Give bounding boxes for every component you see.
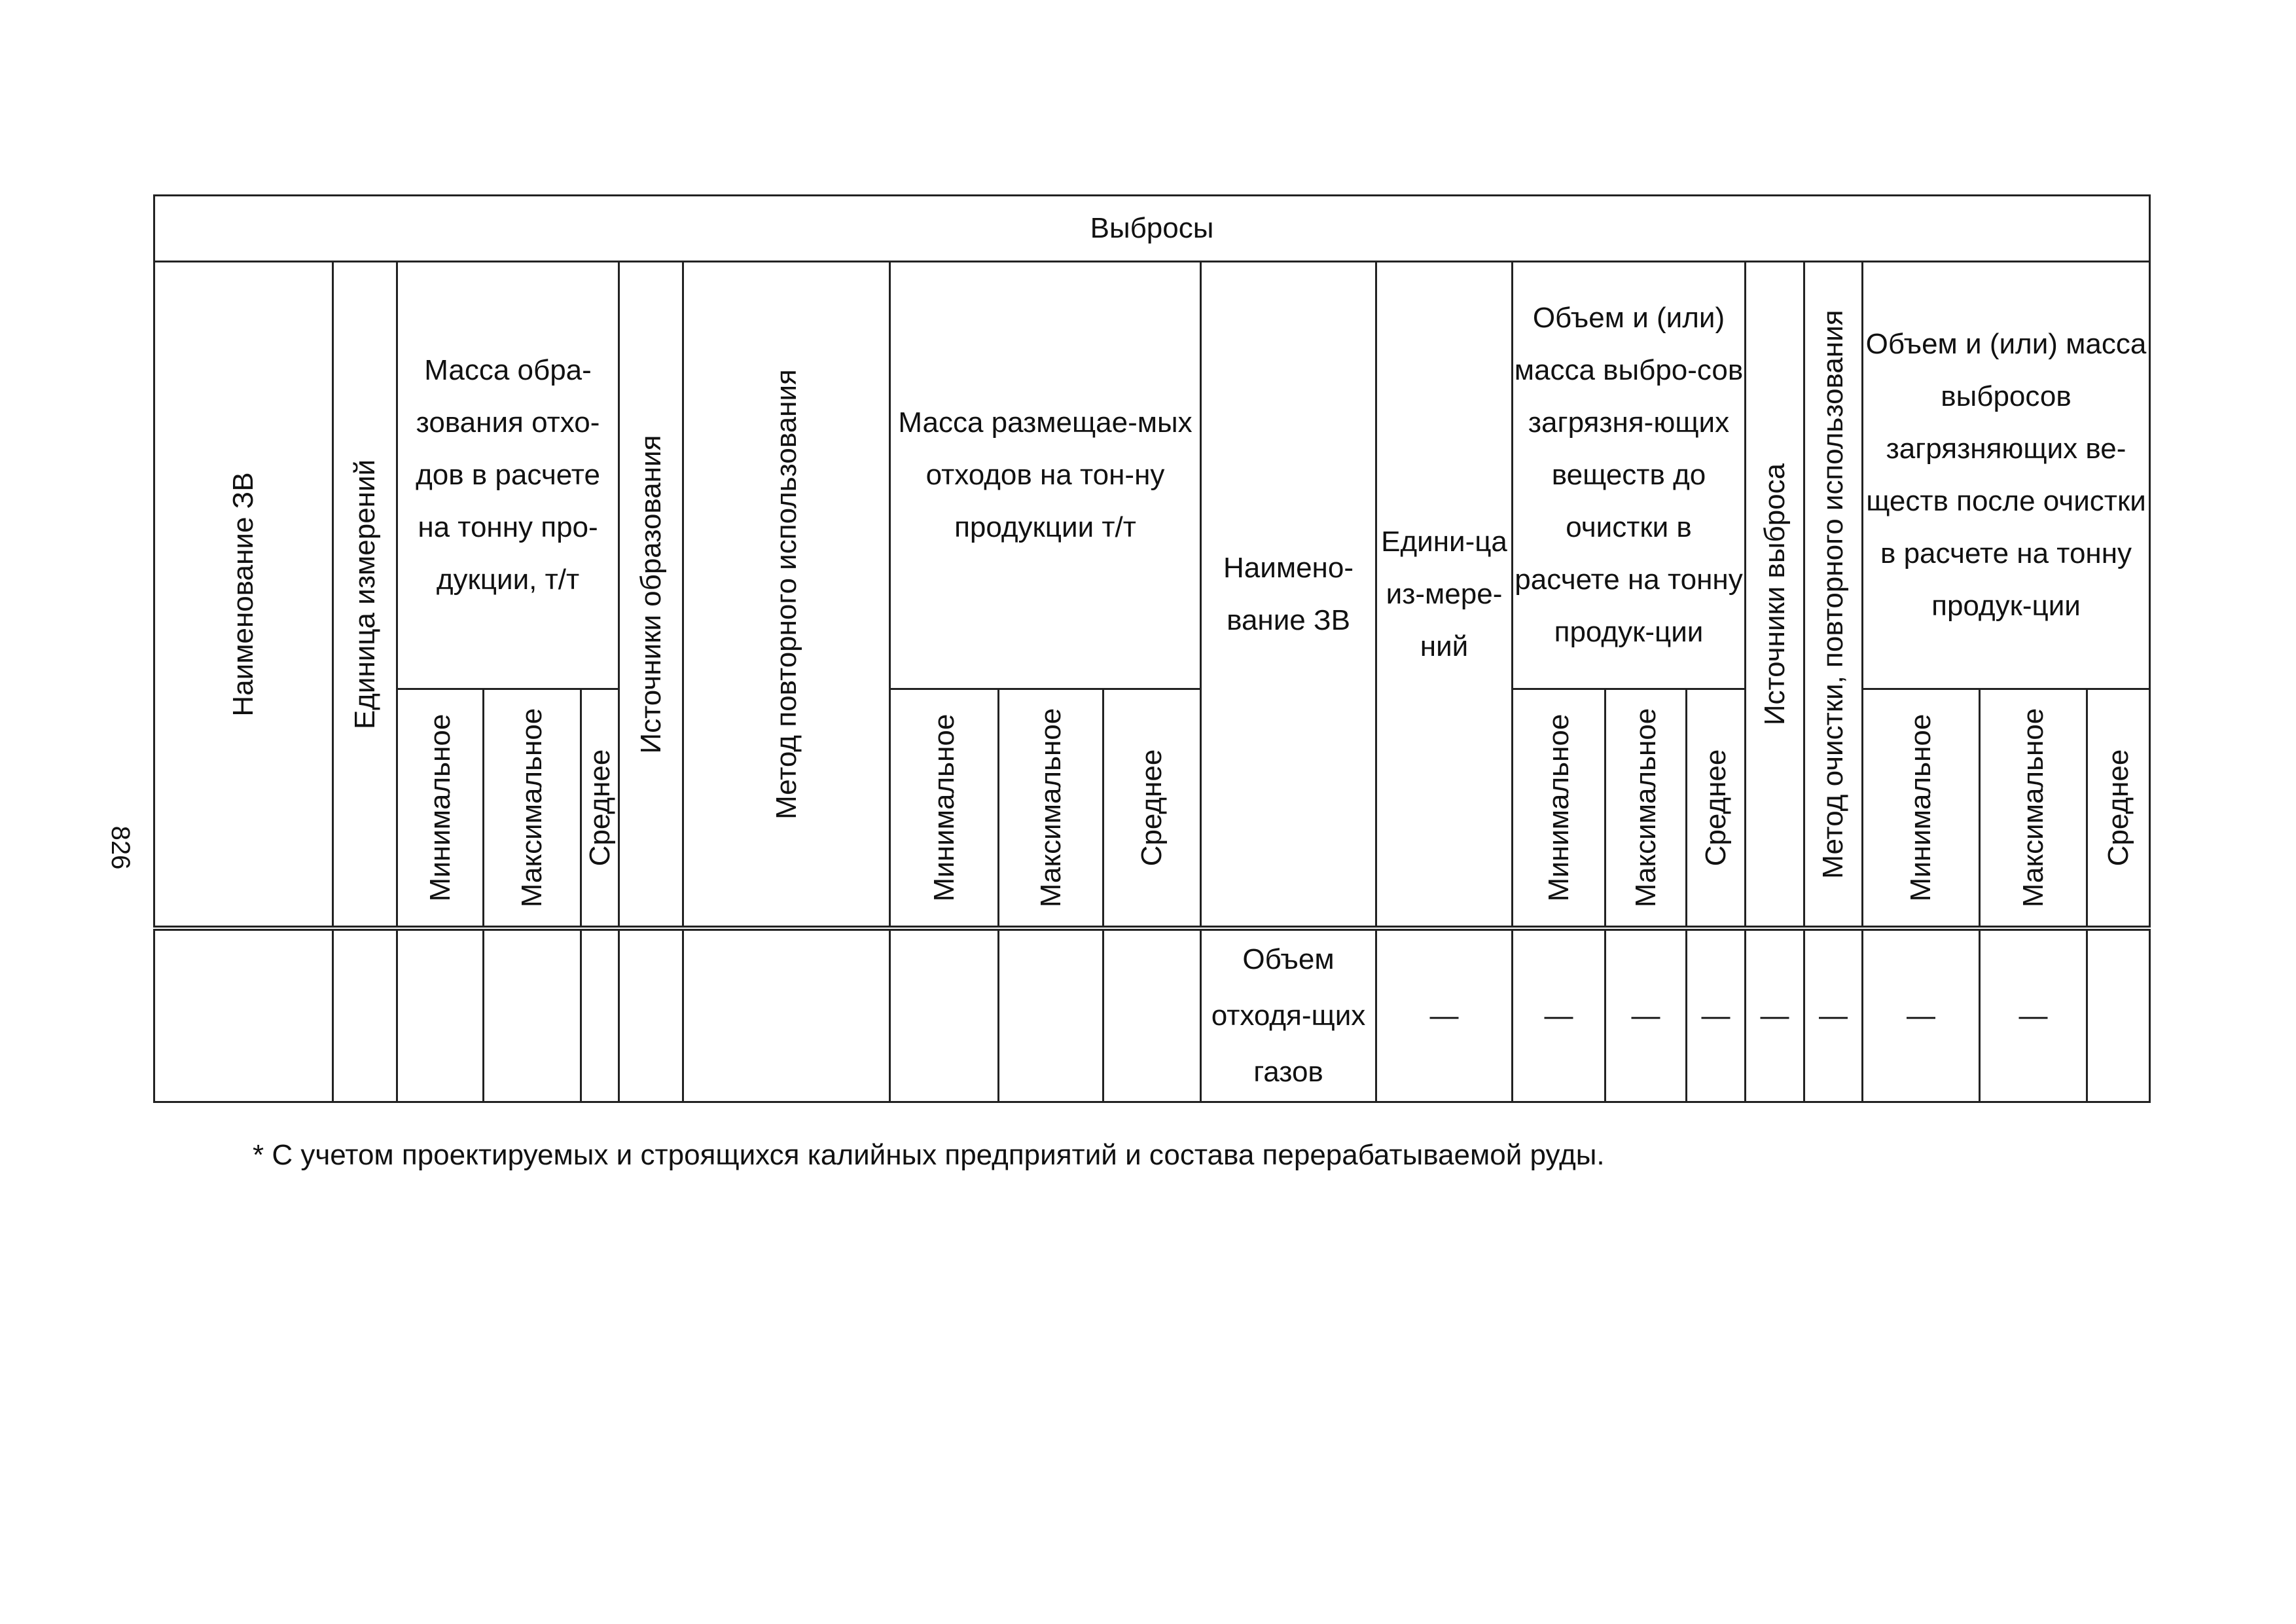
col-before-cleaning: Объем и (или) масса выбро-сов загрязня-ющих веществ до очистки в расчете на тонну продук-ции bbox=[1513, 262, 1746, 689]
sub-max: Максимальное bbox=[484, 689, 581, 929]
footnote: * С учетом проектируемых и строящихся калийных предприятий и состава перерабатываемой руды. bbox=[253, 1139, 1605, 1171]
col-formation-sources: Источники образования bbox=[619, 262, 683, 929]
sub-max: Максимальное bbox=[1980, 689, 2087, 929]
col-mass-formation: Масса обра-зования отхо-дов в расчете на тонну про-дукции, т/т bbox=[397, 262, 619, 689]
table-cell bbox=[2087, 928, 2150, 1102]
table-cell bbox=[333, 928, 397, 1102]
col-unit: Единица измерений bbox=[333, 262, 397, 929]
dash-cell: — bbox=[1376, 928, 1513, 1102]
dash-cell: — bbox=[1980, 928, 2087, 1102]
col-cleaning-method: Метод очистки, повторного использования bbox=[1804, 262, 1863, 929]
col-reuse-method: Метод повторного использования bbox=[683, 262, 890, 929]
table-cell bbox=[154, 928, 333, 1102]
emissions-table bbox=[153, 194, 2151, 1103]
sub-min: Минимальное bbox=[1863, 689, 1980, 929]
table-cell bbox=[397, 928, 484, 1102]
sub-max: Максимальное bbox=[999, 689, 1103, 929]
row-name-zv: Объем отходя-щих газов bbox=[1201, 928, 1376, 1102]
sub-min: Минимальное bbox=[890, 689, 999, 929]
table-cell bbox=[683, 928, 890, 1102]
dash-cell: — bbox=[1605, 928, 1687, 1102]
dash-cell: — bbox=[1746, 928, 1804, 1102]
sub-min: Минимальное bbox=[1513, 689, 1605, 929]
table-cell bbox=[484, 928, 581, 1102]
sub-avg: Среднее bbox=[1687, 689, 1746, 929]
table-cell bbox=[581, 928, 619, 1102]
sub-min: Минимальное bbox=[397, 689, 484, 929]
col-mass-placed: Масса размещае-мых отходов на тон-ну продукции т/т bbox=[890, 262, 1201, 689]
page-number: 826 bbox=[106, 825, 135, 870]
dash-cell: — bbox=[1687, 928, 1746, 1102]
sub-avg: Среднее bbox=[581, 689, 619, 929]
table-cell bbox=[619, 928, 683, 1102]
col-unit-2: Едини-ца из-мере-ний bbox=[1376, 262, 1513, 929]
col-after-cleaning: Объем и (или) масса выбросов загрязняющих ве-ществ после очистки в расчете на тонну продук-ции bbox=[1863, 262, 2150, 689]
dash-cell: — bbox=[1863, 928, 1980, 1102]
table-cell bbox=[890, 928, 999, 1102]
col-name-zv-2: Наимено-вание ЗВ bbox=[1201, 262, 1376, 929]
sub-avg: Среднее bbox=[1103, 689, 1201, 929]
dash-cell: — bbox=[1804, 928, 1863, 1102]
col-emission-sources: Источники выброса bbox=[1746, 262, 1804, 929]
table-title: Выбросы bbox=[154, 196, 2150, 262]
table-cell bbox=[999, 928, 1103, 1102]
sub-max: Максимальное bbox=[1605, 689, 1687, 929]
col-name-zv: Наименование ЗВ bbox=[154, 262, 333, 929]
table-cell bbox=[1103, 928, 1201, 1102]
sub-avg: Среднее bbox=[2087, 689, 2150, 929]
dash-cell: — bbox=[1513, 928, 1605, 1102]
table-row bbox=[154, 928, 2150, 1102]
